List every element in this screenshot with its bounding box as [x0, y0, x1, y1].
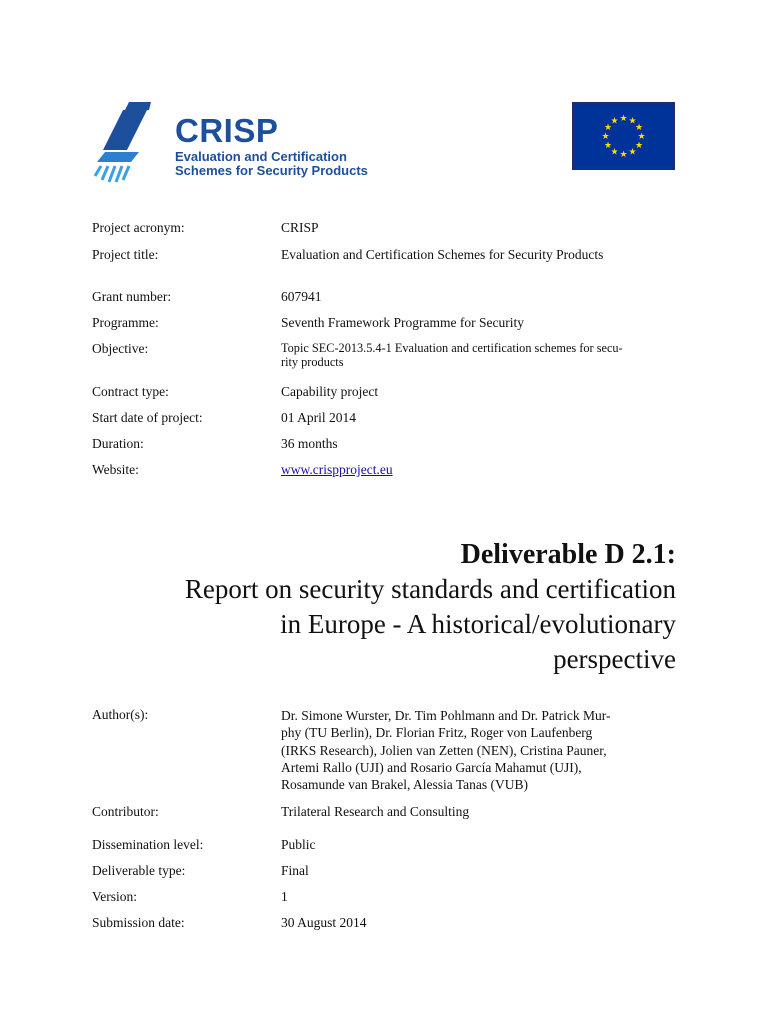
crisp-logo	[93, 102, 393, 186]
deliverable-title-block	[80, 538, 676, 677]
deliverable-heading: Deliverable D 2.1:	[460, 539, 676, 570]
svg-text:★: ★	[628, 116, 637, 127]
eu-flag-icon	[572, 102, 675, 170]
svg-text:★: ★	[634, 141, 644, 151]
svg-text:★: ★	[610, 147, 619, 158]
svg-text:★: ★	[619, 114, 628, 124]
svg-text:★: ★	[634, 123, 644, 133]
svg-text:★: ★	[610, 116, 619, 127]
svg-text:★: ★	[603, 141, 613, 151]
svg-text:★: ★	[628, 147, 637, 158]
svg-text:★: ★	[603, 123, 613, 133]
website-link[interactable]: www.crispproject.eu	[281, 462, 393, 477]
svg-text:★: ★	[637, 132, 646, 142]
svg-text:★: ★	[619, 150, 628, 160]
report-title: Report on security standards and certification in Europe - A historical/evolutionary perspective	[184, 574, 676, 674]
crisp-logo-icon	[93, 102, 173, 186]
authors-list: Dr. Simone Wurster, Dr. Tim Pohlmann and Dr. Patrick Mur- phy (TU Berlin), Dr. Florian Fritz, Roger von Laufenberg (IRKS Research), Jolien van Zetten (NEN), Cristina Pauner, Artemi Rallo (UJI) and Rosario García Mahamut (UJI), Rosamunde van Brakel, Alessia Tanas (VUB)	[281, 708, 611, 793]
logo-wordmark: CRISP	[175, 112, 279, 149]
svg-text:★: ★	[601, 132, 610, 142]
logo-subtitle: Evaluation and Certification Schemes for Security Products	[175, 149, 368, 178]
